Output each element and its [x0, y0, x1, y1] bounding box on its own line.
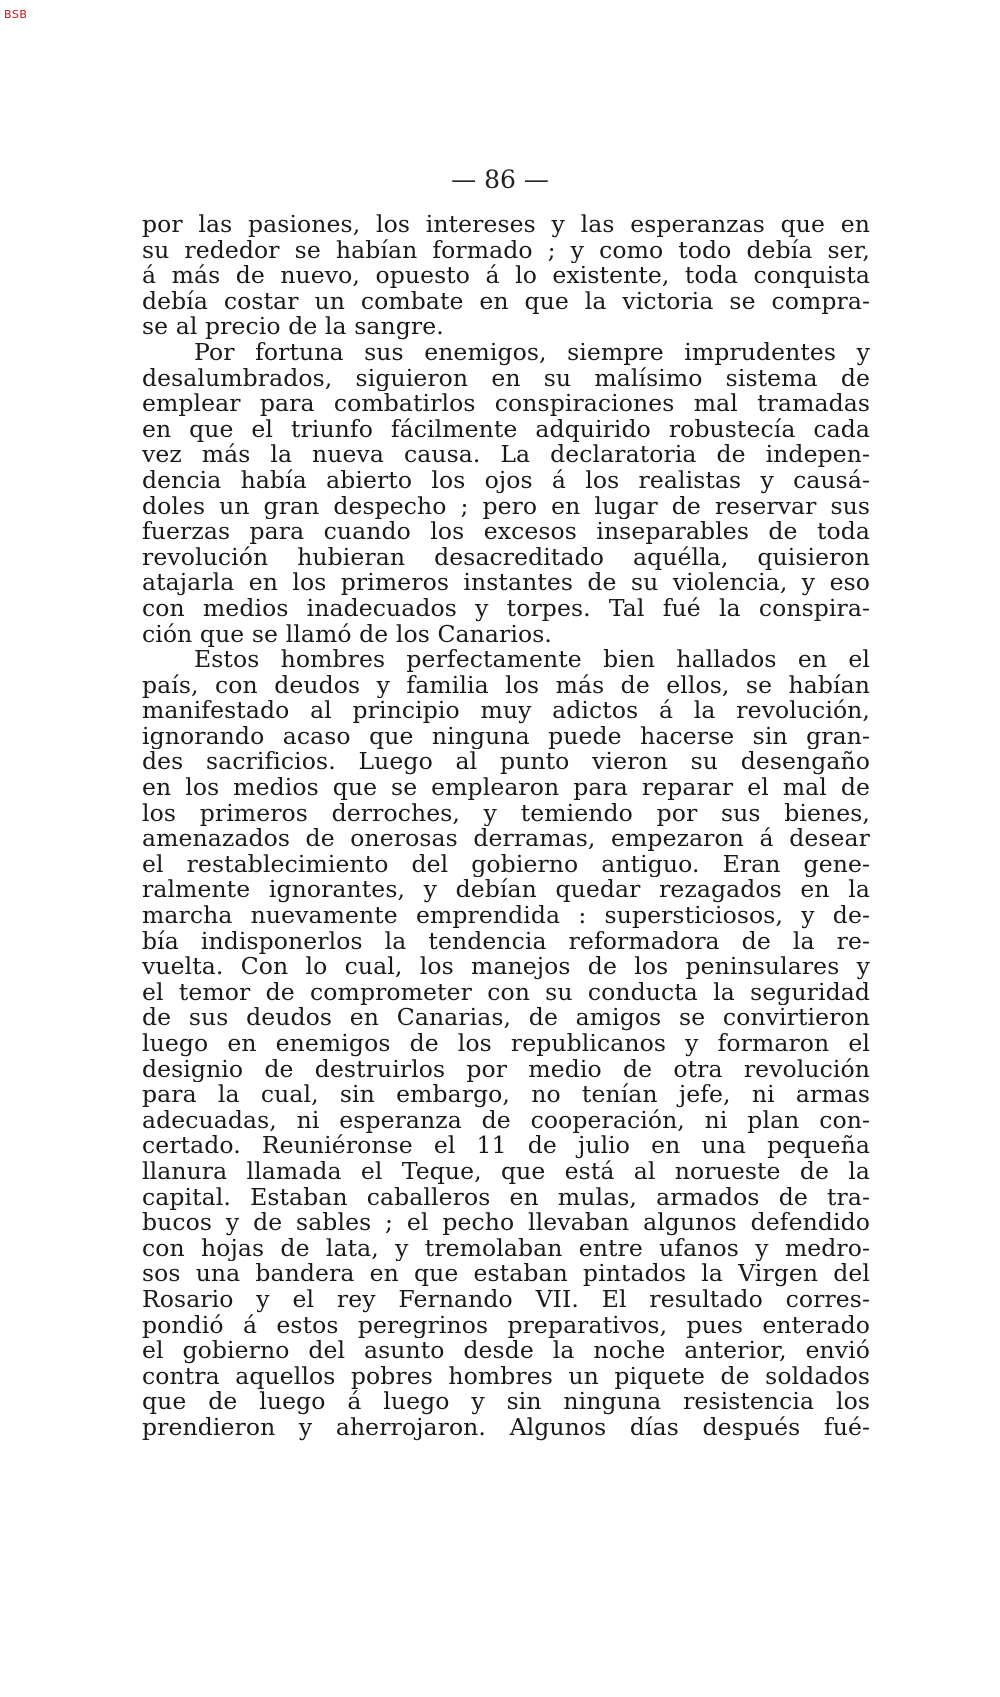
text-line: Estos hombres perfectamente bien hallados en el	[194, 647, 870, 673]
text-line: de sus deudos en Canarias, de amigos se convirtieron	[142, 1005, 870, 1031]
text-line: dencia había abierto los ojos á los realistas y causá-	[142, 467, 870, 494]
text-line: certado. Reuniéronse el 11 de julio en una pequeña	[142, 1133, 870, 1159]
text-line: los primeros derroches, y temiendo por sus bienes,	[142, 800, 870, 827]
text-line: atajarla en los primeros instantes de su violencia, y eso	[142, 570, 870, 596]
text-line: país, con deudos y familia los más de ellos, se habían	[142, 672, 870, 699]
text-line: emplear para combatirlos conspiraciones mal tramadas	[142, 391, 870, 417]
text-line: vuelta. Con lo cual, los manejos de los peninsulares y	[142, 954, 870, 980]
text-line: con medios inadecuados y torpes. Tal fué la conspira-	[142, 595, 870, 622]
text-line: amenazados de onerosas derramas, empezaron á desear	[142, 826, 870, 852]
text-line: con hojas de lata, y tremolaban entre ufanos y medro-	[142, 1235, 870, 1262]
text-line: llanura llamada el Teque, que está al norueste de la	[142, 1158, 870, 1185]
text-line: revolución hubieran desacreditado aquélla, quisieron	[142, 544, 870, 571]
text-line: por las pasiones, los intereses y las esperanzas que en	[142, 212, 870, 238]
text-line: pondió á estos peregrinos preparativos, pues enterado	[142, 1312, 870, 1339]
text-line: el temor de comprometer con su conducta la seguridad	[142, 979, 870, 1006]
text-line: designio de destruirlos por medio de otra revolución	[142, 1056, 870, 1083]
text-line: vez más la nueva causa. La declaratoria de indepen-	[142, 442, 870, 468]
text-line: el restablecimiento del gobierno antiguo. Eran gene-	[142, 851, 870, 878]
text-line: capital. Estaban caballeros en mulas, armados de tra-	[142, 1184, 870, 1211]
text-line: á más de nuevo, opuesto á lo existente, toda conquista	[142, 263, 870, 289]
text-line: ignorando acaso que ninguna puede hacerse sin gran-	[142, 723, 870, 750]
text-line: fuerzas para cuando los excesos inseparables de toda	[142, 519, 870, 545]
text-line: bucos y de sables ; el pecho llevaban algunos defendido	[142, 1210, 870, 1236]
text-line: el gobierno del asunto desde la noche anterior, envió	[142, 1338, 870, 1364]
text-line: Por fortuna sus enemigos, siempre imprudentes y	[194, 339, 870, 366]
text-line: adecuadas, ni esperanza de cooperación, ni plan con-	[142, 1107, 870, 1134]
page-number: — 86 —	[451, 165, 549, 194]
text-line: que de luego á luego y sin ninguna resistencia los	[142, 1389, 870, 1415]
text-line: para la cual, sin embargo, no tenían jefe, ni armas	[142, 1082, 870, 1108]
text-line: manifestado al principio muy adictos á la revolución,	[142, 698, 870, 724]
text-line: sos una bandera en que estaban pintados la Virgen del	[142, 1261, 870, 1287]
body-text	[142, 212, 870, 1441]
text-line: se al precio de la sangre.	[142, 314, 444, 340]
library-stamp: BSB	[4, 8, 28, 21]
text-line: ción que se llamó de los Canarios.	[142, 621, 552, 648]
text-line: bía indisponerlos la tendencia reformadora de la re-	[142, 928, 870, 955]
text-line: desalumbrados, siguieron en su malísimo sistema de	[142, 365, 870, 392]
text-line: su rededor se habían formado ; y como todo debía ser,	[142, 237, 870, 264]
text-line: Rosario y el rey Fernando VII. El resultado corres-	[142, 1286, 870, 1313]
text-line: prendieron y aherrojaron. Algunos días después fué-	[142, 1414, 870, 1441]
text-line: doles un gran despecho ; pero en lugar de reservar sus	[142, 493, 870, 520]
text-line: en los medios que se emplearon para reparar el mal de	[142, 775, 870, 801]
text-line: des sacrificios. Luego al punto vieron su desengaño	[142, 749, 870, 776]
text-line: contra aquellos pobres hombres un piquete de soldados	[142, 1363, 870, 1390]
text-line: en que el triunfo fácilmente adquirido robustecía cada	[142, 416, 870, 443]
text-line: marcha nuevamente emprendida : supersticiosos, y de-	[142, 903, 870, 929]
text-line: luego en enemigos de los republicanos y formaron el	[142, 1031, 870, 1057]
text-line: ralmente ignorantes, y debían quedar rezagados en la	[142, 877, 870, 904]
text-line: debía costar un combate en que la victoria se compra-	[142, 288, 870, 315]
